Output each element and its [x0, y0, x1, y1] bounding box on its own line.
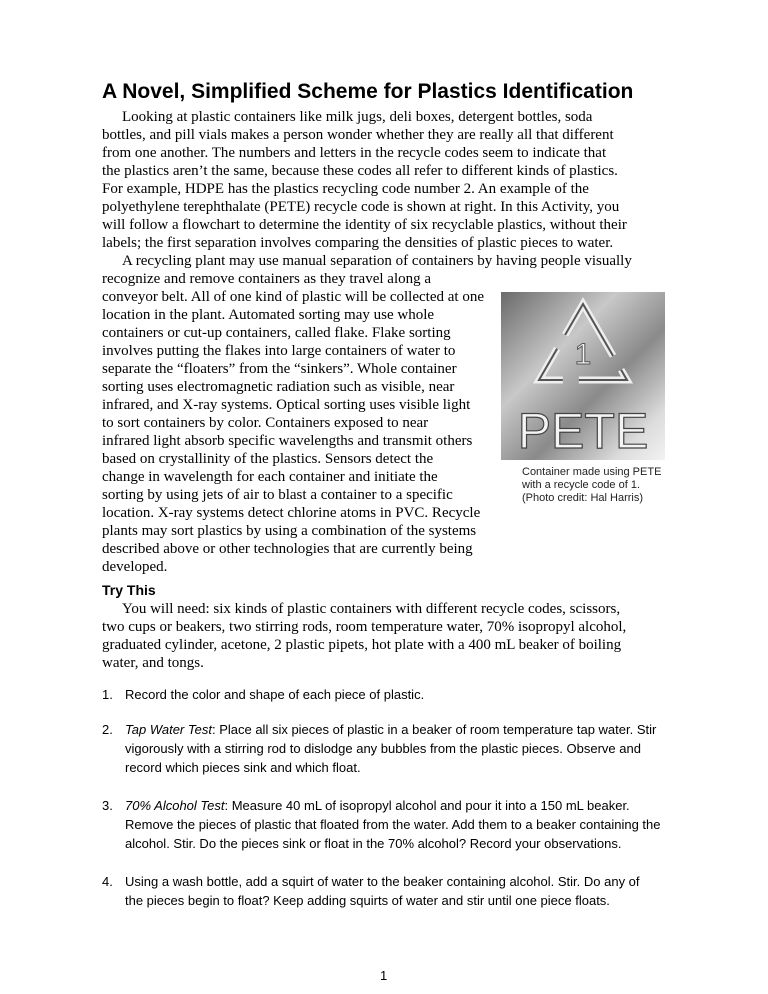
text-line: plants may sort plastics by using a combination of the systems [102, 523, 477, 539]
text-line: You will need: six kinds of plastic containers with different recycle codes, scissors, [122, 601, 621, 617]
try-this-heading: Try This [102, 582, 156, 598]
step-line-text: alcohol. Stir. Do the pieces sink or float in the 70% alcohol? Record your observations. [125, 836, 622, 851]
step-number: 4. [102, 874, 113, 889]
text-line: sorting by using jets of air to blast a container to a specific [102, 487, 453, 503]
step-number: 2. [102, 722, 113, 737]
text-line: based on crystallinity of the plastics. Sensors detect the [102, 451, 434, 467]
page-number: 1 [380, 968, 388, 983]
text-line: involves putting the flakes into large containers of water to [102, 343, 456, 359]
step-line-text: Record the color and shape of each piece of plastic. [125, 687, 425, 702]
intro-paragraph [102, 108, 627, 252]
text-line: infrared, and X-ray systems. Optical sorting uses visible light [102, 397, 471, 413]
text-line: containers or cut-up containers, called flake. Flake sorting [102, 325, 451, 341]
text-line: location in the plant. Automated sorting may use whole [102, 307, 435, 323]
recycle-symbol-icon [501, 292, 665, 460]
text-line: recognize and remove containers as they travel along a [102, 271, 432, 287]
step-number: 1. [102, 687, 113, 702]
text-line: the plastics aren’t the same, because these codes all refer to different kinds of plastics. [102, 163, 618, 179]
step-text [125, 685, 424, 704]
text-line: to sort containers by color. Containers exposed to near [102, 415, 429, 431]
text-line: graduated cylinder, acetone, 2 plastic pipets, hot plate with a 400 mL beaker of boiling [102, 637, 622, 653]
step-line [125, 834, 660, 853]
step-line [125, 872, 640, 891]
step-line [125, 720, 656, 739]
text-line: labels; the first separation involves comparing the densities of plastic pieces to water. [102, 235, 614, 251]
text-line: sorting uses electromagnetic radiation such as visible, near [102, 379, 455, 395]
text-line: A recycling plant may use manual separation of containers by having people visually [122, 253, 632, 269]
photo-caption [522, 466, 661, 505]
text-line: water, and tongs. [102, 655, 204, 671]
text-line: separate the “floaters” from the “sinkers”. Whole container [102, 361, 457, 377]
step-line [125, 891, 640, 910]
text-line: polyethylene terephthalate (PETE) recycle code is shown at right. In this Activity, you [102, 199, 620, 215]
text-line: will follow a flowchart to determine the identity of six recyclable plastics, without their [102, 217, 627, 233]
step-line-text: the pieces begin to float? Keep adding squirts of water and stir until one piece floats. [125, 893, 610, 908]
materials-paragraph [102, 600, 626, 672]
caption-line: (Photo credit: Hal Harris) [522, 492, 644, 504]
step-text [125, 720, 656, 777]
step-line-text: vigorously with a stirring rod to dislodge any bubbles from the plastic pieces. Observe and [125, 741, 641, 756]
text-line: change in wavelength for each container and initiate the [102, 469, 438, 485]
caption-line: with a recycle code of 1. [522, 479, 641, 491]
step-line-text: record which pieces sink and which float. [125, 760, 361, 775]
step-line [125, 739, 656, 758]
step-number: 3. [102, 798, 113, 813]
text-line: location. X-ray systems detect chlorine atoms in PVC. Recycle [102, 505, 481, 521]
pete-photo [501, 292, 665, 460]
text-line: two cups or beakers, two stirring rods, room temperature water, 70% isopropyl alcohol, [102, 619, 627, 635]
step-line-text: Remove the pieces of plastic that floated from the water. Add them to a beaker containing the [125, 817, 661, 832]
text-line: developed. [102, 559, 168, 575]
text-line: Looking at plastic containers like milk jugs, deli boxes, detergent bottles, soda [122, 109, 593, 125]
pete-label: PETE [517, 403, 649, 459]
text-line: conveyor belt. All of one kind of plastic will be collected at one [102, 289, 484, 305]
test-name: 70% Alcohol Test [125, 798, 225, 813]
text-line: infrared light absorb specific wavelengths and transmit others [102, 433, 473, 449]
step-text [125, 796, 660, 853]
text-line: bottles, and pill vials makes a person wonder whether they are really all that different [102, 127, 614, 143]
step-line-text: : Place all six pieces of plastic in a beaker of room temperature tap water. Stir [211, 722, 657, 737]
recycle-code-number: 1 [574, 338, 592, 371]
text-line: described above or other technologies that are currently being [102, 541, 473, 557]
step-line [125, 758, 656, 777]
caption-line: Container made using PETE [522, 466, 662, 478]
step-line [125, 796, 660, 815]
text-line: from one another. The numbers and letters in the recycle codes seem to indicate that [102, 145, 607, 161]
step-line-text: : Measure 40 mL of isopropyl alcohol and pour it into a 150 mL beaker. [224, 798, 630, 813]
step-line-text: Using a wash bottle, add a squirt of water to the beaker containing alcohol. Stir. Do any of [125, 874, 640, 889]
page-title: A Novel, Simplified Scheme for Plastics Identification [102, 80, 634, 103]
text-line: For example, HDPE has the plastics recycling code number 2. An example of the [102, 181, 589, 197]
step-text [125, 872, 640, 910]
test-name: Tap Water Test [125, 722, 212, 737]
step-line [125, 685, 424, 704]
step-line [125, 815, 660, 834]
